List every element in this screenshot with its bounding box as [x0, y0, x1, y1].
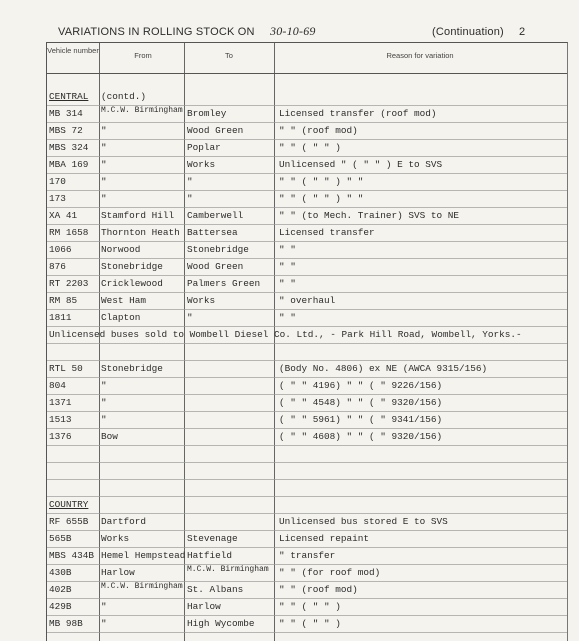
from-cell: Hemel Hempstead	[101, 550, 186, 561]
col-header-reason: Reason for variation	[386, 51, 454, 60]
rolling-stock-table	[46, 42, 568, 641]
vehicle-number-cell: COUNTRY	[49, 499, 89, 510]
reason-cell: " " ( " " )	[279, 618, 341, 629]
table-row	[47, 480, 567, 496]
from-cell: Dartford	[101, 516, 147, 527]
reason-cell: Unlicensed bus stored E to SVS	[279, 516, 448, 527]
vehicle-number-cell: MB 314	[49, 108, 83, 119]
reason-cell: " " (to Mech. Trainer) SVS to NE	[279, 210, 460, 221]
table-row	[47, 531, 567, 547]
to-cell: "	[187, 176, 193, 187]
to-cell: Stevenage	[187, 533, 238, 544]
row-rule	[47, 632, 567, 633]
reason-cell: ( " " 4196) " " ( " 9226/156)	[279, 380, 443, 391]
reason-cell: ( " " 4608) " " ( " 9320/156)	[279, 431, 443, 442]
from-cell: "	[101, 176, 107, 187]
vehicle-number-cell: 429B	[49, 601, 72, 612]
table-row	[47, 310, 567, 326]
vehicle-number-cell: 1066	[49, 244, 72, 255]
table-row	[47, 106, 567, 122]
vehicle-number-cell: CENTRAL	[49, 91, 89, 102]
from-cell: "	[101, 193, 107, 204]
vehicle-number-cell: MBS 324	[49, 142, 89, 153]
note-text: Unlicensed buses sold to Wombell Diesel Co. Ltd., - Park Hill Road, Wombell, Yorks.-	[49, 329, 522, 340]
from-cell: Harlow	[101, 567, 135, 578]
table-row	[47, 174, 567, 190]
table-row	[47, 89, 567, 105]
vehicle-number-cell: MBA 169	[49, 159, 89, 170]
reason-cell: Licensed repaint	[279, 533, 370, 544]
from-cell: Stamford Hill	[101, 210, 175, 221]
to-cell: St. Albans	[187, 584, 244, 595]
from-cell: "	[101, 159, 107, 170]
table-row	[47, 446, 567, 462]
to-cell: High Wycombe	[187, 618, 255, 629]
reason-cell: Licensed transfer	[279, 227, 375, 238]
table-row	[47, 582, 567, 598]
vehicle-number-cell: RTL 50	[49, 363, 83, 374]
from-cell: "	[101, 601, 107, 612]
reason-cell: " " ( " " ) " "	[279, 193, 364, 204]
vehicle-number-cell: 1376	[49, 431, 72, 442]
table-row	[47, 225, 567, 241]
table-row	[47, 565, 567, 581]
reason-cell: Licensed transfer (roof mod)	[279, 108, 437, 119]
vehicle-number-cell: RF 655B	[49, 516, 89, 527]
reason-cell: " "	[279, 261, 296, 272]
table-row	[47, 378, 567, 394]
reason-cell: ( " " 5961) " " ( " 9341/156)	[279, 414, 443, 425]
vehicle-number-cell: 170	[49, 176, 66, 187]
reason-cell: (Body No. 4806) ex NE (AWCA 9315/156)	[279, 363, 488, 374]
to-cell: M.C.W. Birmingham	[187, 565, 269, 574]
table-row	[47, 514, 567, 530]
reason-cell: " " ( " " )	[279, 142, 341, 153]
from-cell: "	[101, 142, 107, 153]
vehicle-number-cell: 1811	[49, 312, 72, 323]
reason-cell: " " ( " " ) " "	[279, 176, 364, 187]
table-row	[47, 429, 567, 445]
vehicle-number-cell: 1371	[49, 397, 72, 408]
vehicle-number-cell: RT 2203	[49, 278, 89, 289]
from-cell: Stonebridge	[101, 261, 163, 272]
to-cell: Bromley	[187, 108, 227, 119]
from-cell: (contd.)	[101, 91, 147, 102]
to-cell: Works	[187, 295, 216, 306]
page-number: 2	[519, 26, 526, 38]
table-row	[47, 395, 567, 411]
reason-cell: " " ( " " )	[279, 601, 341, 612]
vehicle-number-cell: XA 41	[49, 210, 78, 221]
to-cell: Battersea	[187, 227, 238, 238]
reason-cell: " " (roof mod)	[279, 584, 358, 595]
to-cell: "	[187, 312, 193, 323]
col-header-to: To	[225, 51, 233, 60]
vehicle-number-cell: MB 98B	[49, 618, 83, 629]
col-header-vehicle: Vehicle number	[47, 46, 99, 55]
from-cell: "	[101, 414, 107, 425]
document-header	[58, 22, 558, 44]
table-row	[47, 191, 567, 207]
vehicle-number-cell: RM 85	[49, 295, 78, 306]
to-cell: Stonebridge	[187, 244, 249, 255]
to-cell: Wood Green	[187, 125, 244, 136]
table-row	[47, 123, 567, 139]
reason-cell: " " (roof mod)	[279, 125, 358, 136]
vehicle-number-cell: MBS 72	[49, 125, 83, 136]
reason-cell: ( " " 4548) " " ( " 9320/156)	[279, 397, 443, 408]
table-row	[47, 140, 567, 156]
from-cell: "	[101, 397, 107, 408]
table-row	[47, 276, 567, 292]
table-row	[47, 497, 567, 513]
document-date: 30-10-69	[270, 24, 316, 38]
from-cell: Cricklewood	[101, 278, 163, 289]
vehicle-number-cell: 430B	[49, 567, 72, 578]
table-row	[47, 599, 567, 615]
table-row	[47, 242, 567, 258]
from-cell: M.C.W. Birmingham	[101, 582, 183, 591]
from-cell: "	[101, 125, 107, 136]
from-cell: Works	[101, 533, 130, 544]
table-row	[47, 259, 567, 275]
table-row	[47, 327, 567, 343]
table-row	[47, 548, 567, 564]
table-row	[47, 344, 567, 360]
table-row	[47, 157, 567, 173]
from-cell: Thornton Heath	[101, 227, 180, 238]
table-row	[47, 208, 567, 224]
vehicle-number-cell: 1513	[49, 414, 72, 425]
reason-cell: " overhaul	[279, 295, 336, 306]
from-cell: West Ham	[101, 295, 147, 306]
vehicle-number-cell: RM 1658	[49, 227, 89, 238]
from-cell: "	[101, 618, 107, 629]
reason-cell: " " (for roof mod)	[279, 567, 381, 578]
reason-cell: " "	[279, 244, 296, 255]
to-cell: Wood Green	[187, 261, 244, 272]
from-cell: Bow	[101, 431, 118, 442]
to-cell: Harlow	[187, 601, 221, 612]
to-cell: Palmers Green	[187, 278, 261, 289]
table-row	[47, 616, 567, 632]
from-cell: Clapton	[101, 312, 141, 323]
from-cell: Stonebridge	[101, 363, 163, 374]
vehicle-number-cell: 876	[49, 261, 66, 272]
from-cell: "	[101, 380, 107, 391]
to-cell: Camberwell	[187, 210, 244, 221]
col-header-from: From	[134, 51, 152, 60]
vehicle-number-cell: MBS 434B	[49, 550, 95, 561]
table-row	[47, 412, 567, 428]
to-cell: "	[187, 193, 193, 204]
to-cell: Hatfield	[187, 550, 233, 561]
from-cell: M.C.W. Birmingham	[101, 106, 183, 115]
to-cell: Poplar	[187, 142, 221, 153]
from-cell: Norwood	[101, 244, 141, 255]
reason-cell: " "	[279, 278, 296, 289]
document-title: VARIATIONS IN ROLLING STOCK ON	[58, 26, 255, 38]
vehicle-number-cell: 173	[49, 193, 66, 204]
reason-cell: Unlicensed " ( " " ) E to SVS	[279, 159, 443, 170]
table-row	[47, 463, 567, 479]
vehicle-number-cell: 402B	[49, 584, 72, 595]
header-rule	[47, 73, 567, 74]
table-row	[47, 293, 567, 309]
vehicle-number-cell: 804	[49, 380, 66, 391]
reason-cell: " transfer	[279, 550, 336, 561]
vehicle-number-cell: 565B	[49, 533, 72, 544]
faint-bleedthrough-text	[120, 0, 360, 10]
reason-cell: " "	[279, 312, 296, 323]
table-row	[47, 361, 567, 377]
to-cell: Works	[187, 159, 216, 170]
continuation-label: (Continuation)	[432, 26, 504, 38]
